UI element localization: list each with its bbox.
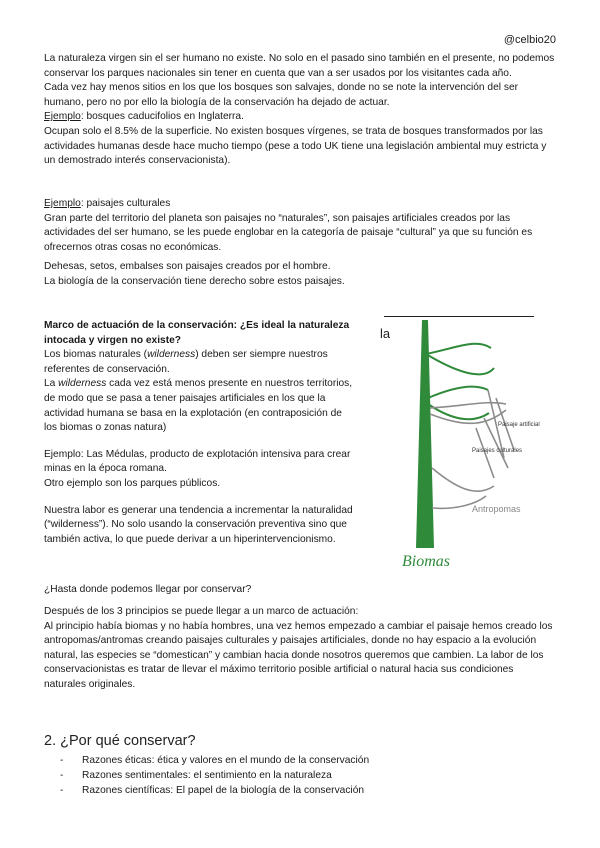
list-item: - Razones éticas: ética y valores en el mundo de la conservación — [44, 753, 369, 768]
cultural-example — [44, 197, 556, 212]
list-item: - Razones científicas: El papel de la biología de la conservación — [44, 783, 369, 798]
branch-1b — [426, 354, 494, 374]
reasons-list — [44, 753, 369, 798]
marco-paragraph-1: Los biomas naturales (wilderness) deben ser siempre nuestros referentes de conservación. — [44, 349, 328, 375]
example-label: Ejemplo — [44, 111, 81, 123]
list-item: - Razones sentimentales: el sentimiento en la naturaleza — [44, 768, 369, 783]
biomas-tree-drawing — [376, 318, 546, 578]
cultural-paragraph-1: Gran parte del territorio del planeta son paisajes no “naturales”, son paisajes artificiales creados por las actividades del ser humano, se les puede englobar en la categoría de paisaje “cultural” ya que su función es ofrecernos otras cosas no económicas. — [44, 212, 533, 253]
biomas-tree-figure — [376, 318, 546, 578]
cultural-block — [44, 197, 556, 290]
marco-paragraph-3a: Ejemplo: Las Médulas, producto de explotación intensiva para crear minas en la época romana. — [44, 448, 351, 475]
section-2-title: 2. ¿Por qué conservar? — [44, 733, 196, 749]
figure-top-fragment: la — [380, 326, 391, 341]
example-text: : paisajes culturales — [80, 198, 171, 209]
intro-paragraph-3: Ocupan solo el 8.5% de la superficie. No existen bosques vírgenes, se trata de bosques transformados por las actividades humanas desde hace mucho tiempo (pese a todo UK tiene una legislación ambiental muy estricta y un demostrado interés conservacionista). — [44, 125, 547, 167]
intro-block — [44, 52, 556, 169]
framework-block — [44, 605, 556, 693]
figure-top-rule — [384, 316, 534, 317]
marco-block — [44, 319, 354, 547]
author-handle: @celbio20 — [503, 34, 556, 46]
label-cultural: Paisajes culturales — [472, 448, 523, 454]
marco-heading: Marco de actuación de la conservación: ¿Es ideal la naturaleza intocada y virgen no existe? — [44, 320, 350, 346]
gray-branch-4 — [432, 468, 494, 491]
branch-2 — [428, 387, 488, 398]
label-artificial: Paisaje artificial — [498, 422, 540, 428]
intro-paragraph-2: Cada vez hay menos sitios en los que los bosques son salvajes, donde no se note la intervención del ser humano, pero no por ello la biología de la conservación ha dejado de actuar. — [44, 82, 519, 108]
marco-paragraph-2: La wilderness cada vez está menos presente en nuestros territorios, de modo que se pasa a tener paisajes artificiales en los que la actividad humana se basa en la explotación (en contraposición de los biomas o zonas natura) — [44, 378, 353, 434]
marco-paragraph-4: Nuestra labor es generar una tendencia a incrementar la naturalidad (“wilderness”). No solo usando la conservación preventiva sino que también activa, lo que puede derivar a un hiperintervencionismo. — [44, 504, 353, 545]
cultural-paragraph-2a: Dehesas, setos, embalses son paisajes creados por el hombre. — [44, 261, 331, 273]
branch-1 — [426, 344, 491, 354]
example-text: : bosques caducifolios en Inglaterra. — [80, 111, 244, 123]
label-antropomas: Antropomas — [472, 504, 521, 514]
example-label: Ejemplo — [44, 198, 81, 209]
framework-paragraph-1: Después de los 3 principios se puede llegar a un marco de actuación: — [44, 606, 359, 617]
cultural-paragraph-2b: La biología de la conservación tiene derecho sobre estos paisajes. — [44, 275, 345, 287]
label-biomas: Biomas — [402, 553, 450, 570]
intro-paragraph-1: La naturaleza virgen sin el ser humano no existe. No solo en el pasado sino también en el presente, no podemos conservar los parques nacionales sin tener en cuenta que van a ser usados por los visitantes cada año. — [44, 53, 555, 79]
question-line: ¿Hasta donde podemos llegar por conservar? — [44, 584, 252, 595]
marco-paragraph-3b: Otro ejemplo son los parques públicos. — [44, 477, 221, 489]
intro-example — [44, 110, 556, 125]
trunk-shape — [416, 320, 434, 548]
gray-branch-1 — [430, 403, 506, 408]
framework-paragraph-2: Al principio había biomas y no había hombres, una vez hemos empezado a cambiar el paisaje hemos creado los antropomas/antromas creando paisajes culturales y paisajes artificiales, donde no hay espacio a la evolución natural, las especies se “domestican” y cambian hacia donde nosotros queremos que cambien. La labor de los conservacionistas es tratar de llevar el máximo territorio posible artificial o natural hacia sus condiciones naturales originales. — [44, 620, 553, 690]
